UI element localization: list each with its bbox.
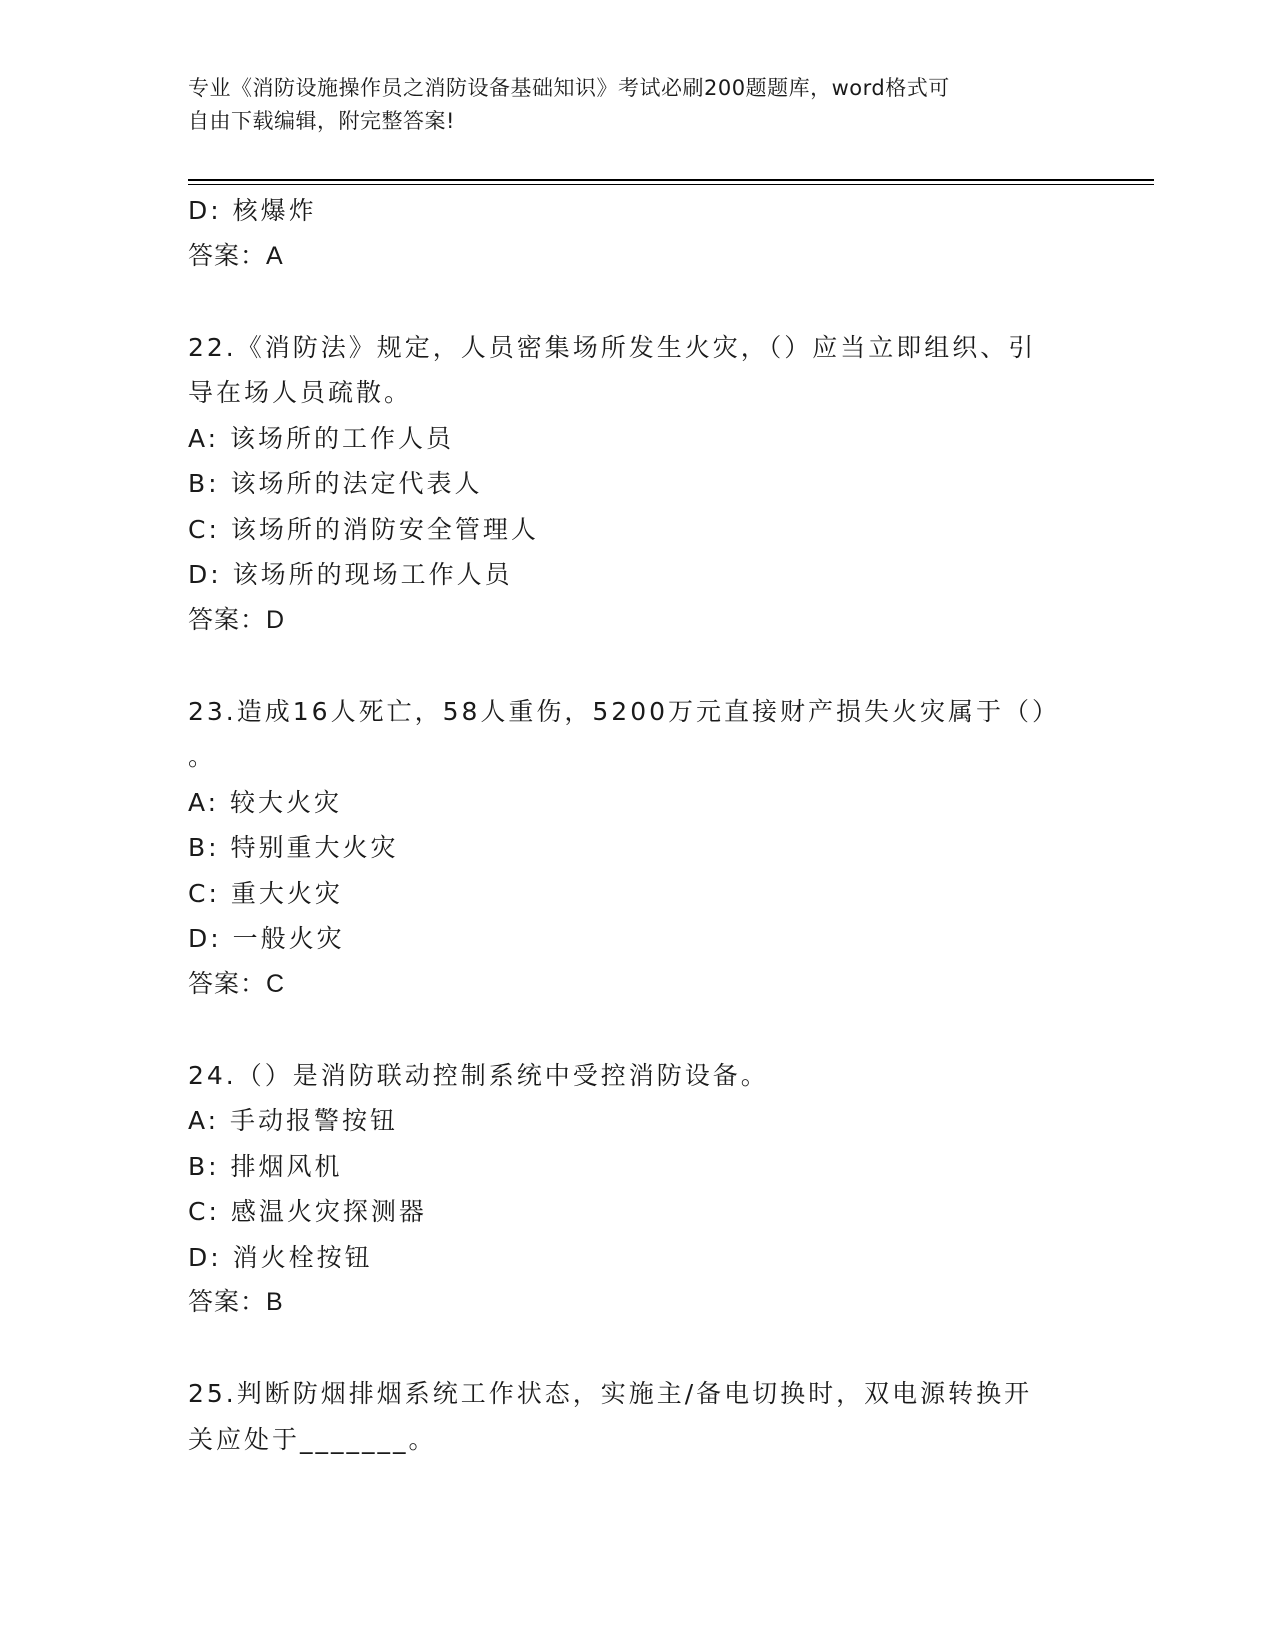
option-d: D: 消火栓按钮	[188, 1242, 373, 1272]
carryover-answer: 答案：A	[188, 241, 284, 270]
spacer	[188, 643, 1088, 689]
option-b: B: 特别重大火灾	[188, 833, 399, 862]
option-a: A: 该场所的工作人员	[188, 423, 455, 453]
option-a: A: 手动报警按钮	[188, 1106, 399, 1135]
question-22	[188, 325, 1088, 644]
question-stem-continued: 关应处于_______。	[188, 1424, 437, 1454]
question-stem: 22.《消防法》规定，人员密集场所发生火灾，（）应当立即组织、引	[188, 332, 1037, 362]
option-d: D: 一般火灾	[188, 924, 345, 953]
question-stem: 24.（）是消防联动控制系统中受控消防设备。	[188, 1060, 769, 1090]
question-list	[188, 188, 1088, 1462]
option-d: D: 该场所的现场工作人员	[188, 560, 513, 589]
page-header	[188, 72, 1068, 138]
question-stem-continued: 导在场人员疏散。	[188, 378, 413, 407]
question-24	[188, 1053, 1088, 1326]
answer: 答案：C	[188, 969, 286, 998]
option-a: A: 较大火灾	[188, 787, 343, 817]
header-line-1: 专业《消防设施操作员之消防设备基础知识》考试必刷200题题库，word格式可	[188, 76, 950, 100]
spacer	[188, 279, 1088, 325]
question-stem: 23.造成16人死亡，58人重伤，5200万元直接财产损失火灾属于（）	[188, 696, 1061, 726]
header-rule-thin	[188, 184, 1154, 185]
question-stem-continued: 。	[188, 742, 217, 771]
spacer	[188, 1326, 1088, 1372]
option-c: C: 感温火灾探测器	[188, 1197, 427, 1226]
header-line-2: 自由下载编辑，附完整答案!	[188, 109, 455, 133]
option-c: C: 重大火灾	[188, 878, 343, 908]
option-b: B: 排烟风机	[188, 1151, 343, 1181]
question-23	[188, 689, 1088, 1008]
option-b: B: 该场所的法定代表人	[188, 469, 483, 498]
answer: 答案：B	[188, 1288, 284, 1316]
answer: 答案：D	[188, 605, 286, 634]
option-c: C: 该场所的消防安全管理人	[188, 514, 539, 544]
carryover-option-d: D: 核爆炸	[188, 196, 317, 225]
question-25	[188, 1371, 1088, 1462]
spacer	[188, 1007, 1088, 1053]
header-rule-thick	[188, 179, 1154, 181]
question-stem: 25.判断防烟排烟系统工作状态，实施主/备电切换时，双电源转换开	[188, 1379, 1033, 1408]
